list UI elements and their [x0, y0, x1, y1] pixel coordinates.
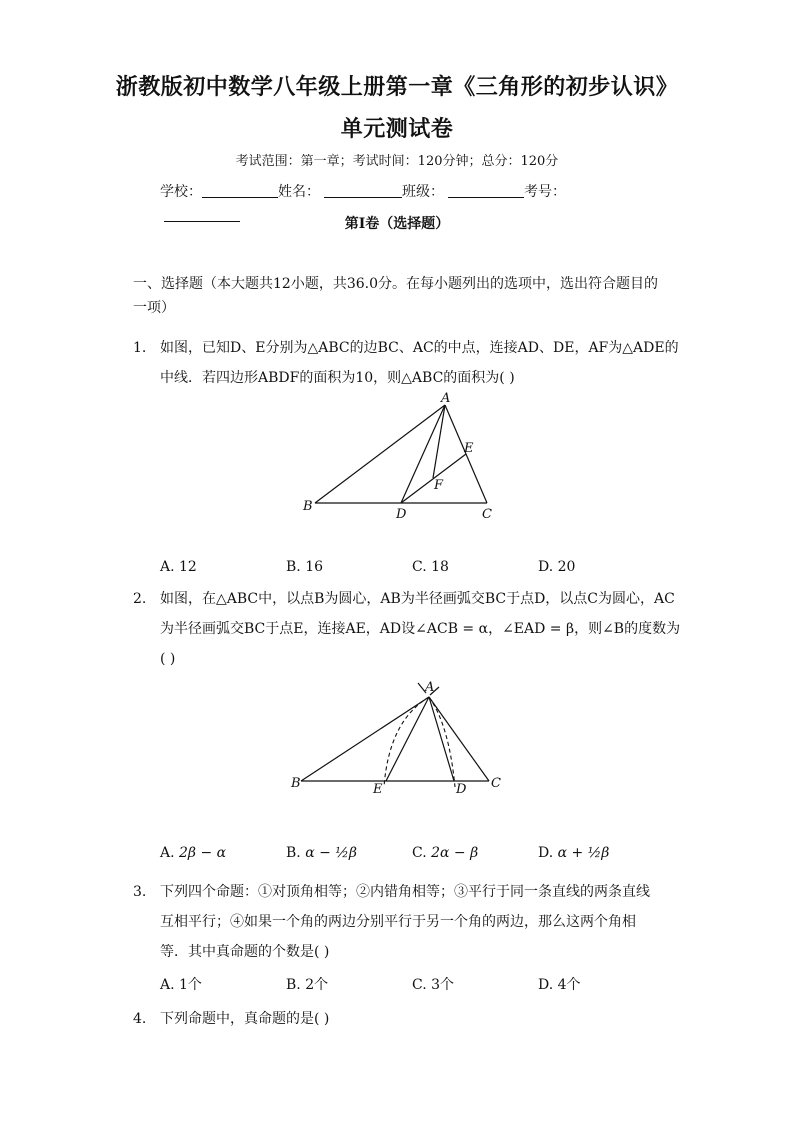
line-af — [433, 405, 445, 478]
question-1-option-d[interactable] — [538, 559, 575, 575]
school-label: 学校： — [160, 184, 202, 200]
option-text: 20 — [557, 559, 576, 575]
option-text: 3个 — [431, 977, 455, 993]
question-1-option-a[interactable] — [160, 559, 197, 575]
line-ab — [315, 405, 445, 503]
label-b: B — [303, 499, 313, 514]
option-text: 2β − α — [179, 845, 227, 861]
option-text: 2α − β — [431, 845, 479, 861]
option-letter: A. — [160, 845, 175, 861]
question-1-line1: 如图，已知D、E分别为△ABC的边BC、AC的中点，连接AD、DE，AF为△ADE的 — [160, 340, 679, 356]
label-a: A — [441, 391, 451, 406]
question-3-line1: 下列四个命题：①对顶角相等；②内错角相等；③平行于同一条直线的两条直线 — [160, 884, 650, 900]
exam-info: 考试范围：第一章；考试时间：120分钟；总分：120分 — [235, 154, 559, 169]
question-4-text: 下列命题中，真命题的是( ) — [160, 1011, 330, 1027]
option-text: 18 — [431, 559, 449, 575]
option-letter: B. — [286, 559, 301, 575]
option-text: 2个 — [305, 977, 329, 993]
section-heading — [133, 272, 673, 320]
question-3-option-c[interactable] — [412, 974, 454, 994]
question-2-line2: 为半径画弧交BC于点E，连接AE，AD设∠ACB = α，∠EAD = β，则∠B的度数为 — [160, 621, 681, 637]
option-text: α − ½β — [305, 845, 357, 861]
question-3-line3: 等．其中真命题的个数是( ) — [160, 944, 330, 960]
option-letter: C. — [412, 845, 427, 861]
section-heading-line1: 一、选择题（本大题共12小题，共36.0分。在每小题列出的选项中，选出符合题目的 — [133, 276, 658, 292]
question-2-line1: 如图，在△ABC中，以点B为圆心，AB为半径画弧交BC于点D，以点C为圆心，AC — [160, 591, 675, 607]
question-2-number: 2. — [133, 591, 147, 607]
name-field[interactable] — [324, 183, 402, 198]
label-b: B — [291, 776, 301, 791]
option-text: 1个 — [179, 977, 202, 993]
question-2-option-a[interactable] — [160, 845, 226, 861]
option-letter: C. — [412, 559, 427, 575]
question-3-option-a[interactable] — [160, 974, 202, 994]
option-letter: D. — [538, 559, 554, 575]
option-letter: B. — [286, 977, 301, 993]
question-1-number: 1. — [133, 340, 147, 356]
number-label: 考号： — [524, 184, 566, 200]
label-f: F — [434, 478, 444, 493]
option-letter: A. — [160, 977, 175, 993]
question-1-line2: 中线．若四边形ABDF的面积为10，则△ABC的面积为( ) — [160, 370, 515, 386]
question-1-option-c[interactable] — [412, 559, 449, 575]
option-letter: D. — [538, 845, 554, 861]
name-label: 姓名： — [278, 184, 320, 200]
volume-title: 第I卷（选择题） — [344, 216, 450, 232]
question-3-option-d[interactable] — [538, 974, 581, 994]
label-d: D — [456, 782, 467, 797]
question-2-text — [160, 584, 680, 674]
option-letter: C. — [412, 977, 427, 993]
label-d: D — [396, 507, 407, 522]
label-e: E — [464, 441, 474, 456]
label-c: C — [482, 507, 492, 522]
class-field[interactable] — [448, 183, 524, 198]
question-2-line3: ( ) — [160, 651, 176, 667]
option-letter: A. — [160, 559, 175, 575]
option-text: 4个 — [557, 977, 581, 993]
section-heading-line2: 一项） — [133, 300, 175, 316]
question-2-option-c[interactable] — [412, 845, 478, 861]
question-1-option-b[interactable] — [286, 559, 323, 575]
option-text: 12 — [179, 559, 197, 575]
option-letter: B. — [286, 845, 301, 861]
line-ae — [386, 697, 429, 781]
label-e: E — [373, 782, 383, 797]
school-field[interactable] — [202, 183, 278, 198]
line-ab — [301, 697, 429, 781]
question-3-line2: 互相平行；④如果一个角的两边分别平行于另一个角的两边，那么这两个角相 — [160, 914, 636, 930]
option-text: α + ½β — [557, 845, 610, 861]
question-1-figure — [295, 390, 505, 525]
label-c: C — [491, 776, 501, 791]
page-title-line1: 浙教版初中数学八年级上册第一章《三角形的初步认识》 — [115, 74, 679, 100]
question-3-number: 3. — [133, 884, 147, 900]
question-1-text — [160, 333, 680, 393]
question-3-text — [160, 877, 680, 967]
question-4-number: 4. — [133, 1011, 147, 1027]
line-ad — [429, 697, 454, 781]
option-letter: D. — [538, 977, 554, 993]
line-ac — [429, 697, 489, 781]
question-2-figure — [285, 675, 510, 805]
page-title-line2: 单元测试卷 — [340, 116, 454, 142]
class-label: 班级： — [402, 184, 444, 200]
label-a: A — [425, 680, 435, 695]
question-3-option-b[interactable] — [286, 974, 328, 994]
question-2-option-b[interactable] — [286, 845, 357, 861]
option-text: 16 — [305, 559, 324, 575]
question-2-option-d[interactable] — [538, 845, 609, 861]
